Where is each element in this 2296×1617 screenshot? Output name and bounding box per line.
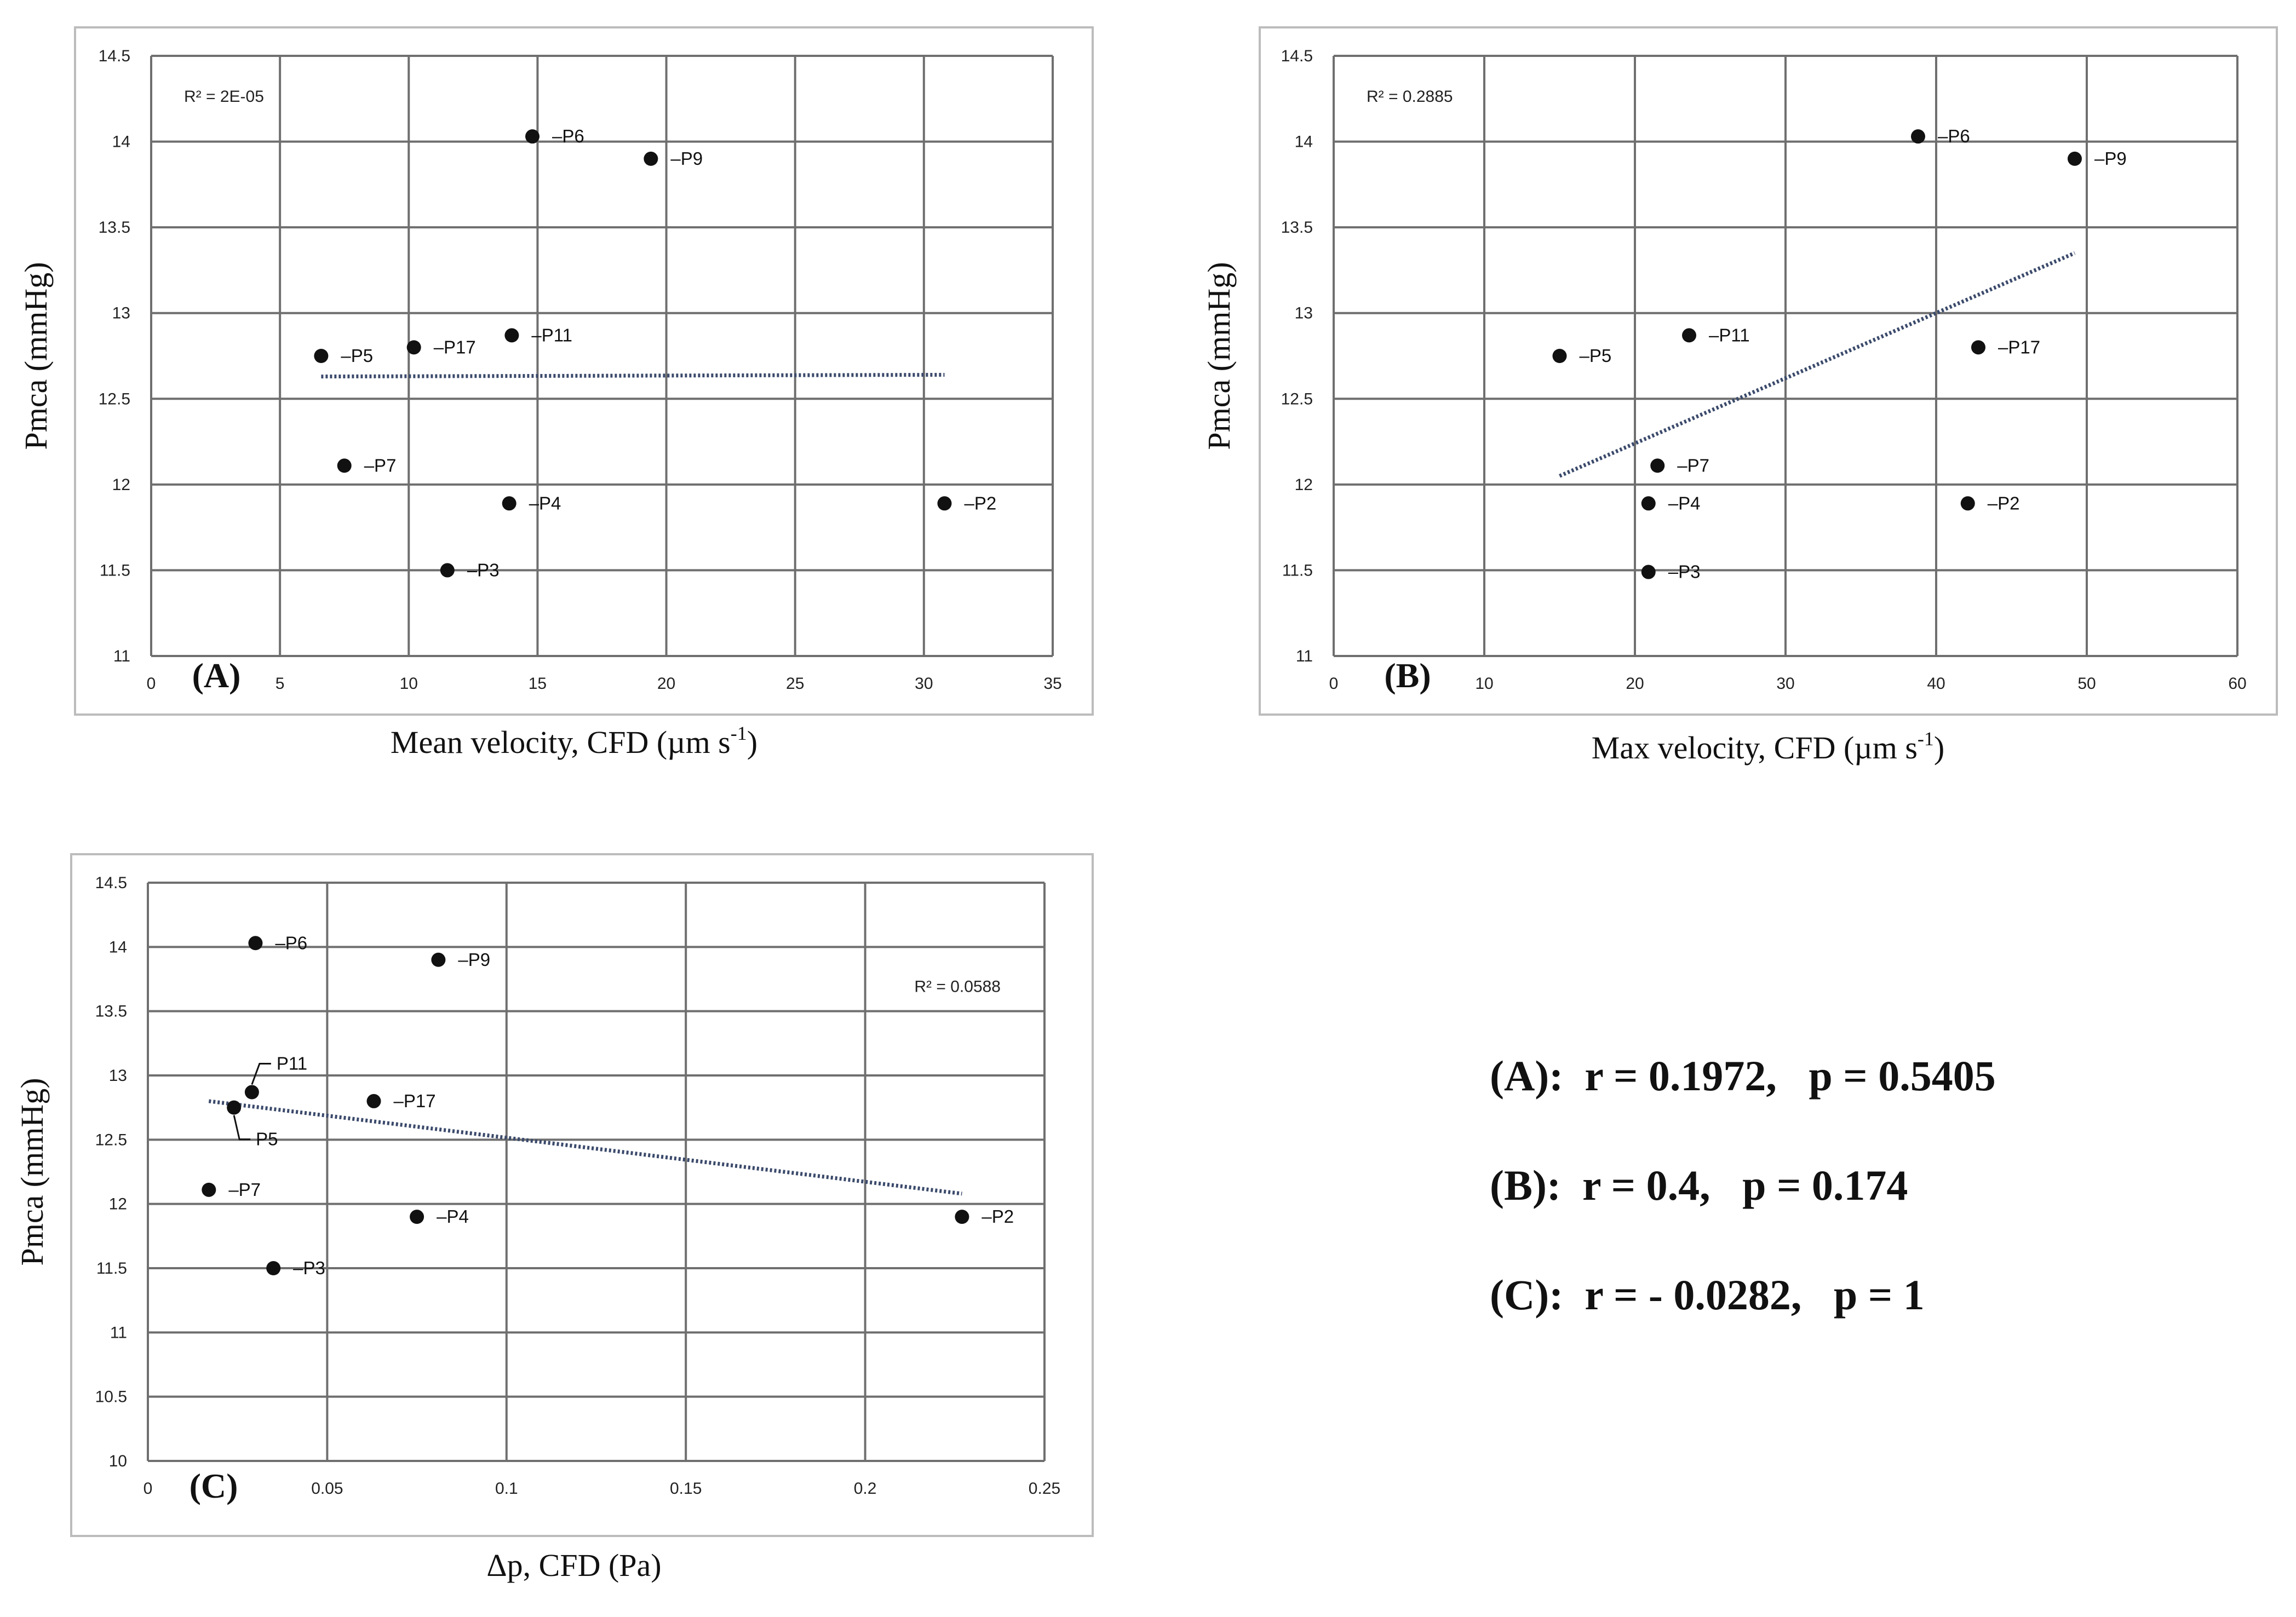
y-axis-title: Pmca (mmHg)	[14, 1078, 50, 1266]
chart-panel-c	[14, 854, 1093, 1583]
data-point	[644, 152, 658, 166]
chart-panel-a	[18, 27, 1093, 760]
data-point	[1641, 565, 1656, 579]
point-label: –P5	[1579, 346, 1612, 366]
y-tick-label: 14	[1294, 133, 1313, 151]
y-axis-title: Pmca (mmHg)	[18, 262, 54, 450]
r-squared-annotation: R² = 0.0588	[914, 977, 1001, 996]
y-axis-title: Pmca (mmHg)	[1201, 262, 1237, 450]
y-tick-label: 13	[108, 1067, 127, 1085]
data-point	[955, 1210, 969, 1224]
x-tick-label: 0	[146, 675, 156, 693]
data-point	[1650, 458, 1664, 473]
x-tick-label: 20	[657, 675, 676, 693]
x-tick-label: 35	[1043, 675, 1062, 693]
data-point	[440, 563, 455, 577]
y-tick-label: 14.5	[1281, 47, 1313, 65]
stat-line-b: (B): r = 0.4, p = 0.174	[1490, 1161, 1908, 1209]
x-tick-label: 0	[1329, 675, 1339, 693]
point-label: –P3	[1668, 561, 1701, 582]
point-label: –P6	[275, 933, 308, 953]
point-label: –P9	[458, 949, 491, 970]
point-label: –P2	[981, 1206, 1014, 1227]
data-point	[1911, 129, 1925, 143]
data-point	[337, 458, 352, 473]
x-tick-label: 20	[1626, 675, 1644, 693]
y-tick-label: 13	[112, 304, 130, 323]
x-axis-title: Max velocity, CFD (µm $s^{-1}$)	[1591, 728, 1945, 766]
y-tick-label: 11.5	[99, 561, 130, 580]
point-label: –P17	[1998, 337, 2041, 358]
data-point	[1553, 349, 1567, 363]
point-label: –P2	[964, 493, 997, 514]
point-label: –P11	[531, 325, 573, 346]
data-point	[2068, 152, 2082, 166]
y-tick-label: 13.5	[95, 1002, 127, 1021]
stat-line-a: (A): r = 0.1972, p = 0.5405	[1490, 1052, 1996, 1100]
data-point	[266, 1261, 280, 1275]
y-tick-label: 14.5	[95, 874, 127, 892]
data-point	[1682, 328, 1696, 342]
stat-line-c: (C): r = - 0.0282, p = 1	[1490, 1271, 1925, 1319]
y-tick-label: 10.5	[95, 1388, 127, 1406]
point-label: –P3	[467, 560, 500, 580]
y-tick-label: 11	[1295, 647, 1313, 665]
x-tick-label: 0	[143, 1480, 153, 1498]
chart-frame	[1260, 27, 2277, 715]
x-axis-title: Mean velocity, CFD (µm $s^{-1}$)	[390, 722, 758, 760]
point-label: P5	[256, 1129, 278, 1149]
y-tick-label: 12	[1294, 475, 1313, 494]
data-point	[227, 1101, 241, 1115]
point-label: –P9	[670, 148, 703, 169]
y-tick-label: 12	[112, 475, 130, 494]
y-tick-label: 12.5	[1281, 390, 1313, 408]
point-label: –P7	[1677, 455, 1709, 476]
y-tick-label: 11.5	[1282, 561, 1313, 580]
y-tick-label: 13.5	[98, 218, 130, 237]
data-point	[1971, 340, 1985, 354]
x-tick-label: 50	[2077, 675, 2096, 693]
data-point	[431, 953, 445, 967]
x-axis-title: Δp, CFD (Pa)	[486, 1547, 662, 1583]
panel-label: (B)	[1384, 656, 1431, 695]
chart-frame	[71, 854, 1093, 1536]
data-point	[937, 496, 951, 510]
x-tick-label: 30	[1776, 675, 1795, 693]
point-label: –P9	[2094, 148, 2127, 169]
point-label: –P6	[552, 126, 584, 147]
x-tick-label: 30	[915, 675, 933, 693]
y-tick-label: 14.5	[98, 47, 130, 65]
y-tick-label: 12.5	[98, 390, 130, 408]
panel-label: (A)	[192, 656, 241, 695]
chart-panel-b	[1201, 27, 2277, 766]
point-label: –P17	[393, 1090, 436, 1111]
r-squared-annotation: R² = 0.2885	[1367, 88, 1453, 106]
point-label: –P4	[437, 1206, 469, 1227]
x-tick-label: 5	[275, 675, 285, 693]
point-label: –P17	[433, 337, 476, 358]
r-squared-annotation: R² = 2E-05	[184, 88, 264, 106]
y-tick-label: 13	[1294, 304, 1313, 323]
y-tick-label: 11.5	[96, 1259, 127, 1278]
data-point	[525, 129, 539, 143]
x-tick-label: 0.25	[1028, 1480, 1061, 1498]
x-tick-label: 10	[1475, 675, 1494, 693]
data-point	[248, 936, 262, 950]
data-point	[245, 1085, 259, 1100]
data-point	[202, 1183, 216, 1197]
data-point	[1641, 496, 1656, 510]
y-tick-label: 14	[108, 938, 127, 957]
data-point	[1961, 496, 1975, 510]
point-label: –P11	[1709, 325, 1750, 346]
point-label: –P7	[228, 1179, 261, 1200]
point-label: –P4	[1668, 493, 1701, 514]
x-tick-label: 15	[528, 675, 547, 693]
y-tick-label: 11	[110, 1323, 127, 1342]
y-tick-label: 10	[108, 1452, 127, 1470]
point-label: –P6	[1938, 126, 1970, 147]
x-tick-label: 0.2	[853, 1480, 877, 1498]
point-label: –P3	[293, 1258, 325, 1278]
data-point	[410, 1210, 424, 1224]
x-tick-label: 10	[399, 675, 418, 693]
panel-label: (C)	[189, 1466, 238, 1505]
x-tick-label: 0.05	[311, 1480, 343, 1498]
data-point	[504, 328, 519, 342]
x-tick-label: 40	[1927, 675, 1945, 693]
y-tick-label: 12.5	[95, 1131, 127, 1149]
y-tick-label: 14	[112, 133, 130, 151]
data-point	[407, 340, 421, 354]
y-tick-label: 13.5	[1281, 218, 1313, 237]
data-point	[502, 496, 516, 510]
point-label: –P4	[529, 493, 561, 514]
point-label: –P7	[364, 455, 397, 476]
point-label: –P2	[1987, 493, 2020, 514]
x-tick-label: 60	[2228, 675, 2247, 693]
y-tick-label: 12	[108, 1195, 127, 1213]
point-label: P11	[276, 1053, 308, 1074]
point-label: –P5	[341, 346, 374, 366]
data-point	[314, 349, 328, 363]
y-tick-label: 11	[113, 647, 130, 665]
x-tick-label: 0.1	[495, 1480, 518, 1498]
x-tick-label: 0.15	[670, 1480, 702, 1498]
x-tick-label: 25	[786, 675, 805, 693]
data-point	[367, 1094, 381, 1108]
